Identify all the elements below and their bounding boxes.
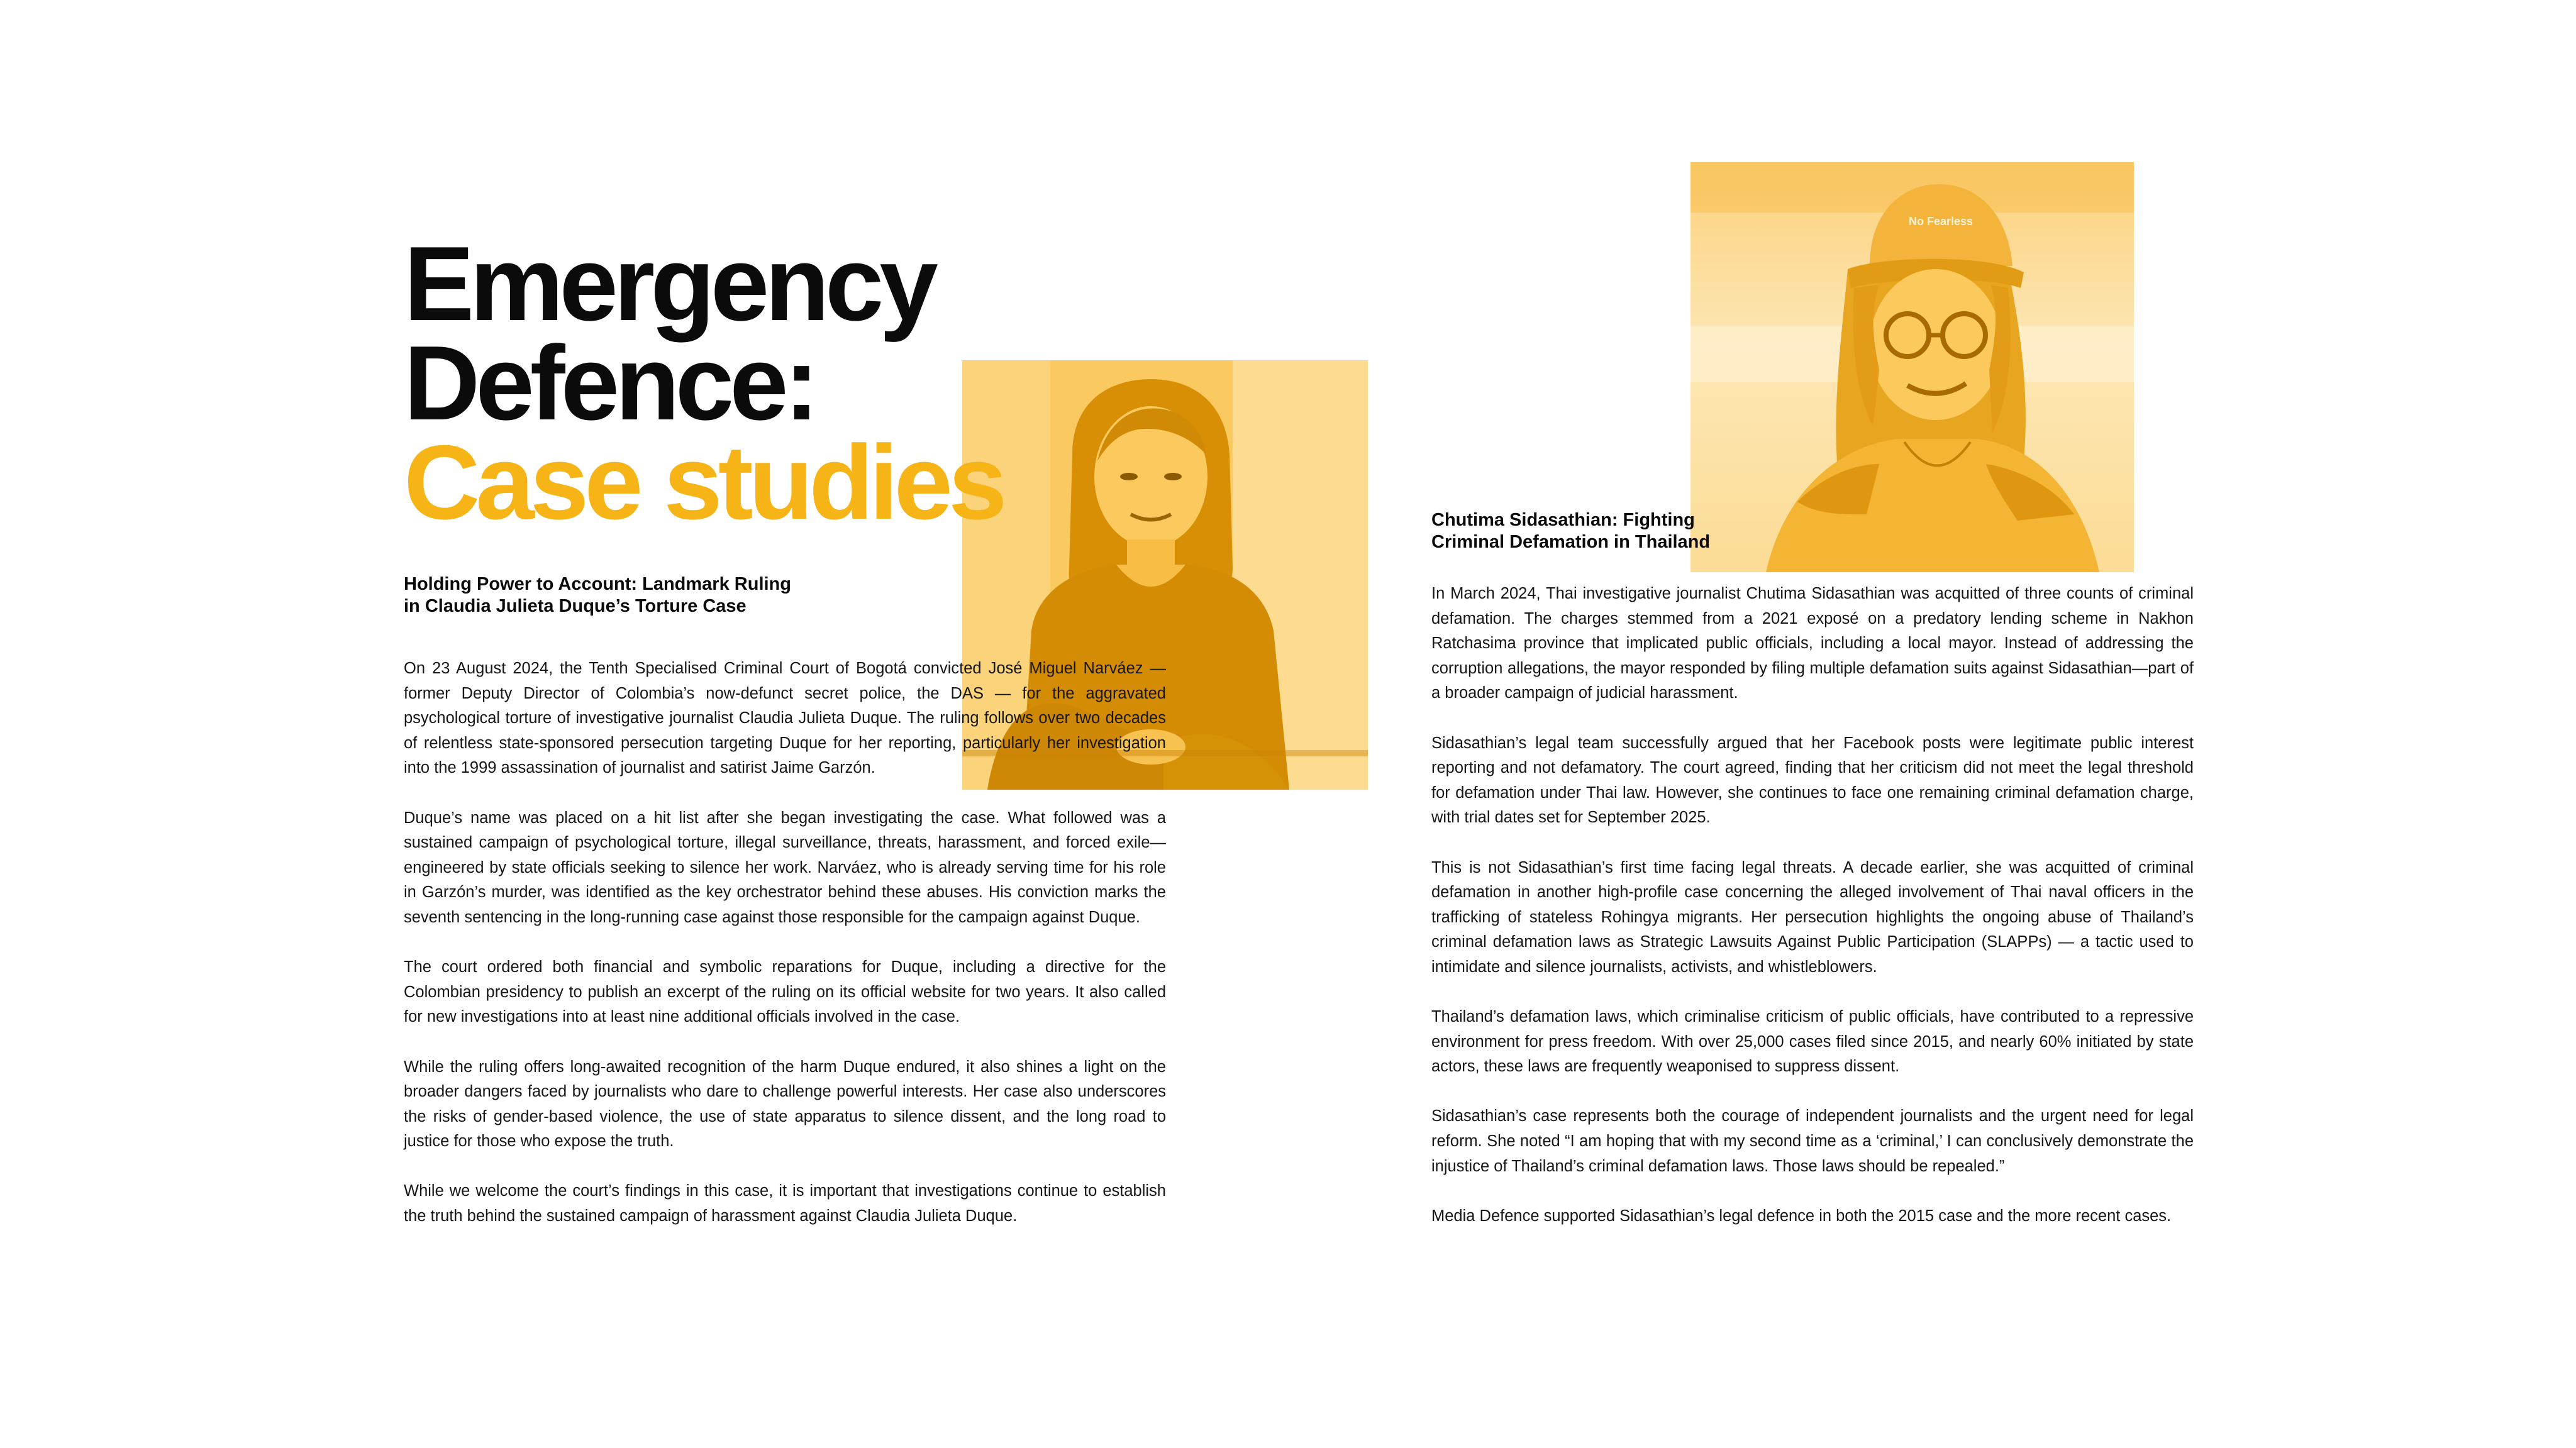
headline-line-2: Defence: [404,324,815,442]
chutima-subhead-line-1: Chutima Sidasathian: Fighting [1431,510,1695,530]
duque-article-body [404,656,1166,1254]
article-paragraph: This is not Sidasathian’s first time facing legal threats. A decade earlier, she was acquitted of criminal defamation in another high-profile case concerning the alleged involvement of Thai naval officers in the trafficking of stateless Rohingya migrants. Her persecution highlights the ongoing abuse of Thailand’s criminal defamation laws as Strategic Lawsuits Against Public Participation (SLAPPs) — a tactic used to intimidate and silence journalists, activists, and whistleblowers. [1431,858,2194,976]
article-paragraph: In March 2024, Thai investigative journalist Chutima Sidasathian was acquitted of three counts of criminal defamation. The charges stemmed from a 2021 exposé on a predatory lending scheme in Nakhon Ratchasima province that implicated public officials, including a local mayor. Instead of addressing the corruption allegations, the mayor responded by filing multiple defamation suits against Sidasathian—part of a broader campaign of judicial harassment. [1431,585,2194,702]
article-paragraph: Sidasathian’s legal team successfully argued that her Facebook posts were legitimate public interest reporting and not defamatory. The court agreed, finding that her criticism did not meet the legal threshold for defamation under Thai law. However, she continues to face one remaining criminal defamation charge, with trial dates set for September 2025. [1431,734,2194,827]
duque-subhead-line-2: in Claudia Julieta Duque’s Torture Case [404,596,747,616]
cap-logo-text: No Fearless [1908,215,1974,228]
article-paragraph: While the ruling offers long-awaited recognition of the harm Duque endured, it also shines a light on the broader dangers faced by journalists who dare to challenge powerful interests. Her case also underscores the risks of gender-based violence, the use of state apparatus to silence dissent, and the long road to justice for those who expose the truth. [404,1058,1166,1151]
headline-line-1: Emergency [404,224,934,343]
chutima-subhead-line-2: Criminal Defamation in Thailand [1431,532,1711,552]
chutima-article-body [1431,582,2194,1254]
duque-subhead-line-1: Holding Power to Account: Landmark Ruling [404,574,791,594]
chutima-article-subhead [1431,509,1909,553]
article-paragraph: While we welcome the court’s findings in this case, it is important that investigations continue to establish the truth behind the sustained campaign of harassment against Claudia Julieta Duque. [404,1182,1166,1225]
article-paragraph: Media Defence supported Sidasathian’s legal defence in both the 2015 case and the more recent cases. [1431,1207,2172,1225]
article-paragraph: Duque’s name was placed on a hit list after she began investigating the case. What followed was a sustained campaign of psychological torture, illegal surveillance, threats, harassment, and forced exile—engineered by state officials seeking to silence her work. Narváez, who is already serving time for his role in Garzón’s murder, was identified as the key orchestrator behind these abuses. His conviction marks the seventh sentencing in the long-running case against those responsible for the campaign against Duque. [404,809,1166,926]
page-headline [404,224,1003,541]
duque-article-subhead [404,573,882,617]
article-paragraph: Thailand’s defamation laws, which criminalise criticism of public officials, have contributed to a repressive environment for press freedom. With over 25,000 cases filed since 2015, and nearly 60% initiated by state actors, these laws are frequently weaponised to suppress dissent. [1431,1008,2194,1076]
article-paragraph: The court ordered both financial and symbolic reparations for Duque, including a directive for the Colombian presidency to publish an excerpt of the ruling on its official website for two years. It also called for new investigations into at least nine additional officials involved in the case. [404,958,1166,1026]
headline-line-3: Case studies [404,423,1003,541]
article-paragraph: On 23 August 2024, the Tenth Specialised Criminal Court of Bogotá convicted José Miguel Narváez — former Deputy Director of Colombia’s now-defunct secret police, the DAS — for the aggravated psychological torture of investigative journalist Claudia Julieta Duque. The ruling follows over two decades of relentless state-sponsored persecution targeting Duque for her reporting, particularly her investigation into the 1999 assassination of journalist and satirist Jaime Garzón. [404,660,1166,777]
article-paragraph: Sidasathian’s case represents both the courage of independent journalists and the urgent need for legal reform. She noted “I am hoping that with my second time as a ‘criminal,’ I can conclusively demonstrate the injustice of Thailand’s criminal defamation laws. Those laws should be repealed.” [1431,1107,2194,1175]
